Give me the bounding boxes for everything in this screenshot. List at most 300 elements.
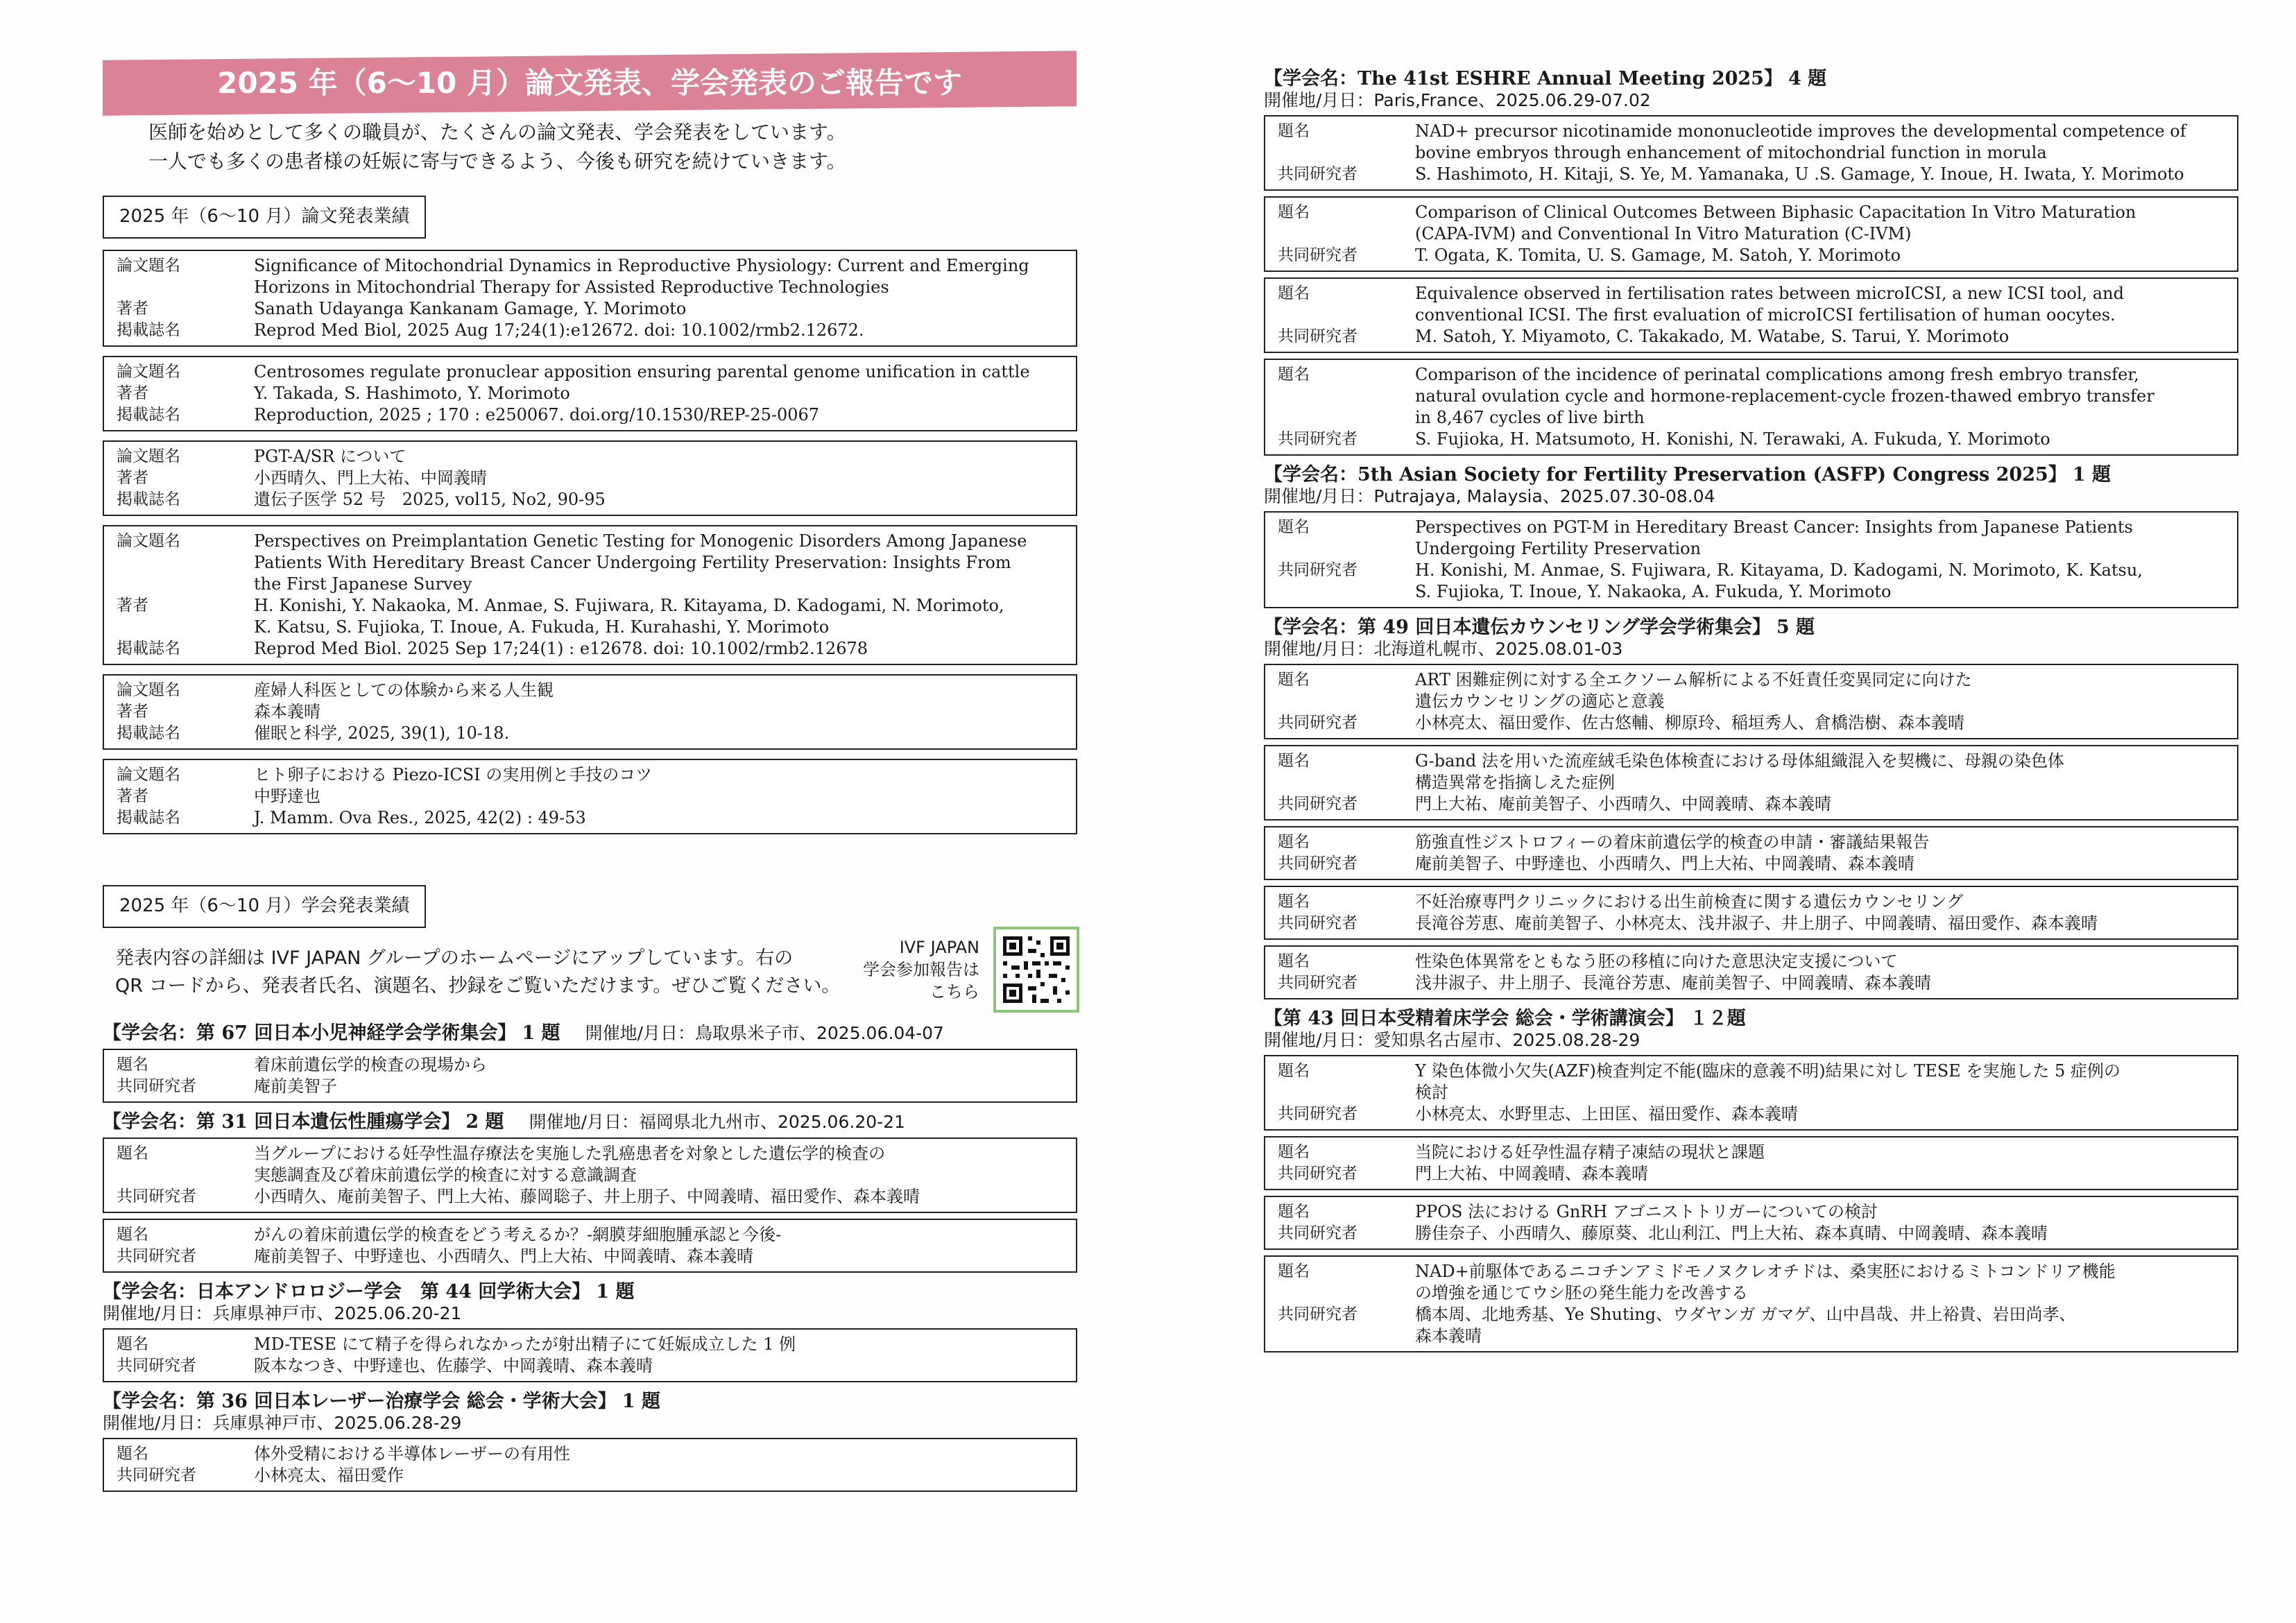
entry-row bbox=[1278, 1325, 2229, 1347]
field-label: 題名 bbox=[1278, 518, 1310, 536]
entry-row bbox=[117, 1465, 1068, 1486]
field-value: 着床前遺伝学的検査の現場から bbox=[254, 1055, 487, 1074]
presentation-entry bbox=[103, 1438, 1077, 1492]
field-label: 共同研究者 bbox=[1278, 1305, 1357, 1323]
entry-row bbox=[117, 764, 1068, 786]
entry-row bbox=[1278, 560, 2229, 581]
entry-row bbox=[117, 383, 1068, 404]
field-label: 掲載誌名 bbox=[117, 639, 180, 658]
entry-row bbox=[1278, 223, 2229, 245]
conference-title bbox=[1264, 617, 2238, 639]
conference-name: 【学会名：5th Asian Society for Fertility Preservation (ASFP) Congress 2025】 bbox=[1264, 464, 2067, 486]
page-title: 2025 年（6～10 月）論文発表、学会発表のご報告です bbox=[217, 66, 962, 100]
entry-row bbox=[117, 680, 1068, 701]
field-label: 共同研究者 bbox=[1278, 914, 1357, 932]
conference-block bbox=[103, 1391, 1077, 1492]
field-value: K. Katsu, S. Fujioka, T. Inoue, A. Fukuda, H. Kurahashi, Y. Morimoto bbox=[254, 617, 830, 637]
field-label: 論文題名 bbox=[117, 532, 180, 550]
field-label: 共同研究者 bbox=[117, 1247, 196, 1265]
field-value: 小林亮太、福田愛作 bbox=[254, 1466, 404, 1485]
conference-count: 1 題 bbox=[596, 1281, 635, 1303]
entry-row bbox=[117, 807, 1068, 829]
entry-row bbox=[117, 552, 1068, 574]
field-value: 小西晴久、門上大祐、中岡義晴 bbox=[254, 468, 487, 488]
field-label: 共同研究者 bbox=[1278, 974, 1357, 992]
entry-row bbox=[117, 1186, 1068, 1208]
field-value: PGT-A/SR について bbox=[254, 447, 406, 466]
field-label: 共同研究者 bbox=[1278, 714, 1357, 732]
presentation-entry bbox=[103, 1328, 1077, 1382]
qr-label-line-2: 学会参加報告は bbox=[863, 960, 979, 979]
field-value: ヒト卵子における Piezo-ICSI の実用例と手技のコツ bbox=[254, 765, 653, 784]
field-label: 共同研究者 bbox=[117, 1466, 196, 1484]
field-value: 性染色体異常をともなう胚の移植に向けた意思決定支援について bbox=[1415, 952, 1898, 971]
field-label bbox=[1278, 538, 1415, 560]
presentation-entry bbox=[1264, 511, 2238, 608]
field-label bbox=[1278, 772, 1415, 793]
entry-row bbox=[1278, 1282, 2229, 1304]
field-value: S. Fujioka, H. Matsumoto, H. Konishi, N. Terawaki, A. Fukuda, Y. Morimoto bbox=[1415, 429, 2050, 449]
presentation-entry bbox=[103, 1219, 1077, 1273]
field-label: 掲載誌名 bbox=[117, 406, 180, 424]
field-value: Undergoing Fertility Preservation bbox=[1415, 539, 1702, 558]
entry-row bbox=[1278, 407, 2229, 429]
entry-row bbox=[1278, 121, 2229, 142]
field-value: 産婦人科医としての体験から来る人生観 bbox=[254, 680, 554, 700]
field-value: Y 染色体微小欠失(AZF)検査判定不能(臨床的意義不明)結果に対し TESE を実施した 5 症例の bbox=[1415, 1061, 2121, 1081]
field-label bbox=[1278, 1082, 1415, 1104]
field-label: 共同研究者 bbox=[1278, 165, 1357, 183]
presentation-entry bbox=[1264, 664, 2238, 739]
field-value: 橋本周、北地秀基、Ye Shuting、ウダヤンガ ガマゲ、山中昌哉、井上裕貴、岩田尚孝、 bbox=[1415, 1305, 2076, 1324]
field-label: 掲載誌名 bbox=[117, 321, 180, 339]
qr-label-line-3: こちら bbox=[929, 982, 979, 1002]
conference-venue: 開催地/月日：愛知県名古屋市、2025.08.28-29 bbox=[1264, 1030, 1640, 1050]
field-label: 著者 bbox=[117, 703, 148, 721]
entry-row bbox=[117, 638, 1068, 660]
presentation-entry bbox=[1264, 886, 2238, 940]
entry-row bbox=[1278, 429, 2229, 450]
field-value: Sanath Udayanga Kankanam Gamage, Y. Morimoto bbox=[254, 299, 687, 318]
field-value: the First Japanese Survey bbox=[254, 574, 472, 594]
field-label bbox=[1278, 142, 1415, 164]
field-value: H. Konishi, M. Anmae, S. Fujiwara, R. Kitayama, D. Kadogami, N. Morimoto, K. Katsu, bbox=[1415, 560, 2143, 580]
field-value: 実態調査及び着床前遺伝学的検査に対する意識調査 bbox=[254, 1165, 637, 1185]
entry-row bbox=[1278, 972, 2229, 994]
field-value: NAD+ precursor nicotinamide mononucleotide improves the developmental competence of bbox=[1415, 121, 2186, 141]
entry-row bbox=[117, 1224, 1068, 1246]
field-label: 共同研究者 bbox=[1278, 430, 1357, 448]
field-value: Perspectives on Preimplantation Genetic Testing for Monogenic Disorders Among Japanese bbox=[254, 531, 1027, 551]
entry-row bbox=[1278, 1261, 2229, 1282]
field-label bbox=[1278, 1325, 1415, 1347]
field-label: 共同研究者 bbox=[1278, 855, 1357, 873]
intro-line-2: 一人でも多くの患者様の妊娠に寄与できるよう、今後も研究を続けていきます。 bbox=[148, 150, 846, 173]
presentation-entry bbox=[1264, 1196, 2238, 1250]
entry-row bbox=[1278, 951, 2229, 972]
field-value: 不妊治療専門クリニックにおける出生前検査に関する遺伝カウンセリング bbox=[1415, 892, 1964, 911]
entry-row bbox=[117, 531, 1068, 552]
field-value: Reprod Med Biol. 2025 Sep 17;24(1) : e12678. doi: 10.1002/rmb2.12678 bbox=[254, 639, 868, 658]
entry-row bbox=[117, 361, 1068, 383]
entry-row bbox=[1278, 202, 2229, 223]
field-label: 題名 bbox=[1278, 366, 1310, 384]
field-value: Significance of Mitochondrial Dynamics in Reproductive Physiology: Current and Emerging bbox=[254, 256, 1029, 275]
conference-count: 1 題 bbox=[522, 1022, 560, 1044]
paper-entry bbox=[103, 440, 1077, 516]
qr-label bbox=[821, 936, 979, 1003]
field-value: G-band 法を用いた流産絨毛染色体検査における母体組織混入を契機に、母親の染色体 bbox=[1415, 751, 2064, 771]
field-label: 題名 bbox=[1278, 752, 1310, 770]
field-label bbox=[117, 552, 254, 574]
field-label bbox=[1278, 407, 1415, 429]
field-value: 門上大祐、中岡義晴、森本義晴 bbox=[1415, 1164, 1648, 1183]
field-value: MD-TESE にて精子を得られなかったが射出精子にて妊娠成立した 1 例 bbox=[254, 1334, 796, 1354]
entry-row bbox=[117, 1355, 1068, 1377]
presentation-entry bbox=[1264, 277, 2238, 353]
field-value: ART 困難症例に対する全エクソーム解析による不妊責任変異同定に向けた bbox=[1415, 670, 1972, 689]
entry-row bbox=[117, 1054, 1068, 1076]
entry-row bbox=[1278, 1142, 2229, 1163]
field-value: 森本義晴 bbox=[1415, 1326, 1482, 1346]
field-value: J. Mamm. Ova Res., 2025, 42(2) : 49-53 bbox=[254, 808, 586, 827]
field-label: 題名 bbox=[117, 1056, 148, 1074]
conference-title bbox=[1264, 464, 2238, 486]
conference-block bbox=[103, 1281, 1077, 1382]
field-label: 題名 bbox=[1278, 1203, 1310, 1221]
conference-block bbox=[1264, 617, 2238, 999]
entry-row bbox=[1278, 1201, 2229, 1223]
entry-row bbox=[117, 277, 1068, 298]
presentation-entry bbox=[1264, 115, 2238, 191]
entry-row bbox=[1278, 1104, 2229, 1125]
conference-count: 1 題 bbox=[2072, 464, 2111, 486]
field-value: 遺伝カウンセリングの適応と意義 bbox=[1415, 692, 1665, 711]
field-value: bovine embryos through enhancement of mitochondrial function in morula bbox=[1415, 143, 2047, 162]
field-label: 著者 bbox=[117, 596, 148, 615]
field-label: 共同研究者 bbox=[1278, 561, 1357, 579]
field-value: 長滝谷芳恵、庵前美智子、小林亮太、浅井淑子、井上朋子、中岡義晴、福田愛作、森本義晴 bbox=[1415, 913, 2098, 933]
entry-row bbox=[1278, 364, 2229, 386]
conference-title bbox=[103, 1391, 1077, 1413]
paper-entry bbox=[103, 356, 1077, 431]
field-label: 共同研究者 bbox=[1278, 1105, 1357, 1123]
field-value: 小林亮太、福田愛作、佐古悠輔、柳原玲、稲垣秀人、倉橋浩樹、森本義晴 bbox=[1415, 713, 1964, 732]
entry-row bbox=[117, 298, 1068, 320]
entry-row bbox=[117, 1443, 1068, 1465]
field-label: 題名 bbox=[117, 1335, 148, 1353]
field-value: の増強を通じてウシ胚の発生能力を改善する bbox=[1415, 1283, 1748, 1303]
entry-row bbox=[1278, 691, 2229, 712]
entry-row bbox=[117, 467, 1068, 489]
conference-title bbox=[1264, 68, 2238, 90]
field-label: 著者 bbox=[117, 469, 148, 487]
field-label: 共同研究者 bbox=[1278, 327, 1357, 345]
field-label: 共同研究者 bbox=[117, 1077, 196, 1095]
field-value: PPOS 法における GnRH アゴニストトリガーについての検討 bbox=[1415, 1202, 1878, 1221]
field-label: 題名 bbox=[117, 1445, 148, 1463]
entry-row bbox=[1278, 1223, 2229, 1244]
field-label: 論文題名 bbox=[117, 363, 180, 381]
entry-row bbox=[1278, 283, 2229, 304]
intro-text bbox=[148, 118, 1079, 176]
field-label bbox=[117, 617, 254, 638]
conference-venue: 開催地/月日：鳥取県米子市、2025.06.04-07 bbox=[585, 1023, 944, 1043]
conference-title bbox=[1264, 1008, 2238, 1030]
entry-row bbox=[1278, 750, 2229, 772]
conference-count: １２題 bbox=[1689, 1008, 1746, 1029]
field-value: Perspectives on PGT-M in Hereditary Breast Cancer: Insights from Japanese Patients bbox=[1415, 517, 2133, 537]
field-value: Horizons in Mitochondrial Therapy for Assisted Reproductive Technologies bbox=[254, 277, 889, 297]
entry-row bbox=[117, 446, 1068, 467]
entry-row bbox=[1278, 538, 2229, 560]
entry-row bbox=[1278, 326, 2229, 347]
field-value: Comparison of the incidence of perinatal complications among fresh embryo transfer, bbox=[1415, 365, 2139, 384]
entry-row bbox=[1278, 772, 2229, 793]
field-value: 体外受精における半導体レーザーの有用性 bbox=[254, 1444, 570, 1463]
conference-name: 【学会名：第 36 回日本レーザー治療学会 総会・学術大会】 bbox=[103, 1391, 617, 1412]
field-value: がんの着床前遺伝学的検査をどう考えるか？-網膜芽細胞腫承認と今後- bbox=[254, 1225, 782, 1244]
field-label: 共同研究者 bbox=[117, 1187, 196, 1205]
entry-row bbox=[117, 595, 1068, 617]
presentation-entry bbox=[1264, 196, 2238, 272]
field-label bbox=[117, 1165, 254, 1186]
conference-block bbox=[1264, 464, 2238, 608]
intro-line-1: 医師を始めとして多くの職員が、たくさんの論文発表、学会発表をしています。 bbox=[148, 121, 846, 144]
entry-row bbox=[1278, 832, 2229, 853]
entry-row bbox=[1278, 164, 2229, 185]
entry-row bbox=[117, 255, 1068, 277]
field-label: 題名 bbox=[117, 1144, 148, 1162]
field-value: NAD+前駆体であるニコチンアミドモノヌクレオチドは、桑実胚におけるミトコンドリア機能 bbox=[1415, 1262, 2116, 1281]
entry-row bbox=[117, 1334, 1068, 1355]
field-label: 題名 bbox=[1278, 122, 1310, 140]
entry-row bbox=[1278, 913, 2229, 934]
field-label: 掲載誌名 bbox=[117, 809, 180, 827]
field-label bbox=[1278, 1282, 1415, 1304]
field-label: 題名 bbox=[1278, 1262, 1310, 1280]
field-value: 中野達也 bbox=[254, 787, 320, 806]
entry-row bbox=[1278, 581, 2229, 603]
field-label: 題名 bbox=[1278, 671, 1310, 689]
field-value: M. Satoh, Y. Miyamoto, C. Takakado, M. Watabe, S. Tarui, Y. Morimoto bbox=[1415, 327, 2010, 346]
entry-row bbox=[117, 574, 1068, 595]
conference-title bbox=[103, 1022, 1077, 1045]
field-value: 庵前美智子 bbox=[254, 1076, 337, 1096]
paper-entry bbox=[103, 250, 1077, 347]
paper-entry bbox=[103, 525, 1077, 665]
field-value: 筋強直性ジストロフィーの着床前遺伝学的検査の申請・審議結果報告 bbox=[1415, 832, 1930, 852]
field-value: 小林亮太、水野里志、上田匡、福田愛作、森本義晴 bbox=[1415, 1104, 1798, 1124]
field-label bbox=[1278, 691, 1415, 712]
field-value: 森本義晴 bbox=[254, 702, 320, 721]
field-value: conventional ICSI. The first evaluation of microICSI fertilisation of human oocytes. bbox=[1415, 305, 2116, 325]
entry-row bbox=[1278, 304, 2229, 326]
field-value: 検討 bbox=[1415, 1083, 1448, 1102]
conference-venue: 開催地/月日：Paris,France、2025.06.29-07.02 bbox=[1264, 90, 1651, 110]
field-label: 掲載誌名 bbox=[117, 490, 180, 508]
field-value: Centrosomes regulate pronuclear apposition ensuring parental genome unification in cattle bbox=[254, 362, 1030, 381]
entry-row bbox=[117, 1165, 1068, 1186]
field-value: S. Fujioka, T. Inoue, Y. Nakaoka, A. Fukuda, Y. Morimoto bbox=[1415, 582, 1892, 601]
entry-row bbox=[1278, 1060, 2229, 1082]
field-label: 題名 bbox=[117, 1226, 148, 1244]
entry-row bbox=[1278, 853, 2229, 875]
field-label: 論文題名 bbox=[117, 257, 180, 275]
paper-entry bbox=[103, 674, 1077, 750]
conference-name: 【学会名：日本アンドロロジー学会 第 44 回学術大会】 bbox=[103, 1281, 591, 1303]
field-value: 当グループにおける妊孕性温存療法を実施した乳癌患者を対象とした遺伝学的検査の bbox=[254, 1144, 886, 1163]
field-label: 共同研究者 bbox=[1278, 246, 1357, 264]
field-label: 論文題名 bbox=[117, 447, 180, 465]
field-value: 催眠と科学, 2025, 39(1), 10-18. bbox=[254, 723, 510, 743]
field-value: Y. Takada, S. Hashimoto, Y. Morimoto bbox=[254, 384, 570, 403]
papers-list bbox=[103, 250, 1077, 843]
entry-row bbox=[1278, 1304, 2229, 1325]
qr-label-line-1: IVF JAPAN bbox=[899, 938, 979, 957]
qr-code-icon[interactable] bbox=[993, 927, 1079, 1013]
entry-row bbox=[117, 320, 1068, 341]
entry-row bbox=[117, 1076, 1068, 1097]
field-label: 題名 bbox=[1278, 952, 1310, 970]
field-label bbox=[1278, 223, 1415, 245]
field-value: 庵前美智子、中野達也、小西晴久、門上大祐、中岡義晴、森本義晴 bbox=[254, 1246, 753, 1266]
field-label: 題名 bbox=[1278, 893, 1310, 911]
conference-venue: 開催地/月日：Putrajaya, Malaysia、2025.07.30-08.04 bbox=[1264, 486, 1715, 506]
field-label: 論文題名 bbox=[117, 681, 180, 699]
field-value: 遺伝子医学 52 号 2025, vol15, No2, 90-95 bbox=[254, 490, 606, 509]
conference-venue: 開催地/月日：福岡県北九州市、2025.06.20-21 bbox=[529, 1112, 905, 1132]
presentation-entry bbox=[1264, 1136, 2238, 1190]
field-label: 著者 bbox=[117, 300, 148, 318]
field-value: Comparison of Clinical Outcomes Between Biphasic Capacitation In Vitro Maturation bbox=[1415, 203, 2136, 222]
conference-block bbox=[103, 1022, 1077, 1103]
conference-title bbox=[103, 1111, 1077, 1133]
field-value: (CAPA-IVM) and Conventional In Vitro Maturation (C-IVM) bbox=[1415, 224, 1912, 243]
entry-row bbox=[1278, 669, 2229, 691]
entry-row bbox=[1278, 1163, 2229, 1185]
conference-title bbox=[103, 1281, 1077, 1303]
notice-line-2: QR コードから、発表者氏名、演題名、抄録をご覧いただけます。ぜひご覧ください。 bbox=[115, 975, 841, 997]
entry-row bbox=[1278, 793, 2229, 815]
field-value: 当院における妊孕性温存精子凍結の現状と課題 bbox=[1415, 1142, 1765, 1162]
conference-count: 4 題 bbox=[1788, 68, 1827, 89]
presentations-heading: 2025 年（6～10 月）学会発表業績 bbox=[103, 885, 426, 928]
field-value: in 8,467 cycles of live birth bbox=[1415, 408, 1645, 427]
field-value: S. Hashimoto, H. Kitaji, S. Ye, M. Yamanaka, U .S. Gamage, Y. Inoue, H. Iwata, Y. Morimoto bbox=[1415, 164, 2184, 184]
field-label: 共同研究者 bbox=[1278, 1224, 1357, 1242]
field-label: 著者 bbox=[117, 384, 148, 402]
conference-count: 1 題 bbox=[622, 1391, 660, 1412]
entry-row bbox=[117, 723, 1068, 744]
conference-name: 【学会名：第 67 回日本小児神経学会学術集会】 bbox=[103, 1022, 517, 1044]
entry-row bbox=[117, 617, 1068, 638]
papers-heading: 2025 年（6～10 月）論文発表業績 bbox=[103, 196, 426, 239]
left-conferences bbox=[103, 1022, 1077, 1500]
field-value: 小西晴久、庵前美智子、門上大祐、藤岡聡子、井上朋子、中岡義晴、福田愛作、森本義晴 bbox=[254, 1187, 920, 1206]
conference-name: 【学会名：第 31 回日本遺伝性腫瘍学会】 bbox=[103, 1111, 461, 1133]
entry-row bbox=[1278, 1082, 2229, 1104]
field-value: 勝佳奈子、小西晴久、藤原葵、北山利江、門上大祐、森本真晴、中岡義晴、森本義晴 bbox=[1415, 1223, 2048, 1243]
field-label: 掲載誌名 bbox=[117, 724, 180, 742]
field-value: 阪本なつき、中野達也、佐藤学、中岡義晴、森本義晴 bbox=[254, 1356, 653, 1375]
entry-row bbox=[1278, 142, 2229, 164]
field-value: Reprod Med Biol, 2025 Aug 17;24(1):e12672. doi: 10.1002/rmb2.12672. bbox=[254, 320, 864, 340]
field-label bbox=[117, 277, 254, 298]
field-label: 共同研究者 bbox=[1278, 1165, 1357, 1183]
conference-name: 【学会名：第 49 回日本遺伝カウンセリング学会学術集会】 bbox=[1264, 617, 1771, 638]
entry-row bbox=[117, 1143, 1068, 1165]
entry-row bbox=[1278, 245, 2229, 266]
field-label bbox=[117, 574, 254, 595]
field-label bbox=[1278, 386, 1415, 407]
field-value: Reproduction, 2025 ; 170 : e250067. doi.org/10.1530/REP-25-0067 bbox=[254, 405, 820, 424]
entry-row bbox=[1278, 386, 2229, 407]
paper-entry bbox=[103, 759, 1077, 834]
field-label bbox=[1278, 304, 1415, 326]
entry-row bbox=[117, 1246, 1068, 1267]
field-value: 庵前美智子、中野達也、小西晴久、門上大祐、中岡義晴、森本義晴 bbox=[1415, 854, 1914, 873]
entry-row bbox=[117, 786, 1068, 807]
notice-line-1: 発表内容の詳細は IVF JAPAN グループのホームページにアップしています。右の bbox=[115, 947, 794, 969]
field-label: 共同研究者 bbox=[1278, 795, 1357, 813]
entry-row bbox=[1278, 891, 2229, 913]
field-value: 門上大祐、庵前美智子、小西晴久、中岡義晴、森本義晴 bbox=[1415, 794, 1831, 814]
field-value: Equivalence observed in fertilisation rates between microICSI, a new ICSI tool, and bbox=[1415, 284, 2124, 303]
conference-name: 【第 43 回日本受精着床学会 総会・学術講演会】 bbox=[1264, 1008, 1684, 1029]
conference-block bbox=[1264, 1008, 2238, 1352]
field-label: 著者 bbox=[117, 787, 148, 805]
conference-block bbox=[1264, 68, 2238, 456]
field-label: 題名 bbox=[1278, 284, 1310, 302]
field-label: 題名 bbox=[1278, 833, 1310, 851]
entry-row bbox=[117, 701, 1068, 723]
field-label: 題名 bbox=[1278, 1143, 1310, 1161]
conference-name: 【学会名：The 41st ESHRE Annual Meeting 2025】 bbox=[1264, 68, 1783, 89]
field-label: 論文題名 bbox=[117, 766, 180, 784]
conference-venue: 開催地/月日：兵庫県神戸市、2025.06.20-21 bbox=[103, 1303, 462, 1323]
presentation-entry bbox=[1264, 1255, 2238, 1352]
conference-venue: 開催地/月日：北海道札幌市、2025.08.01-03 bbox=[1264, 639, 1623, 659]
entry-row bbox=[117, 489, 1068, 510]
field-value: 構造異常を指摘しえた症例 bbox=[1415, 773, 1615, 792]
presentation-entry bbox=[1264, 359, 2238, 456]
conference-venue: 開催地/月日：兵庫県神戸市、2025.06.28-29 bbox=[103, 1413, 462, 1433]
presentations-notice bbox=[115, 945, 878, 1000]
field-value: T. Ogata, K. Tomita, U. S. Gamage, M. Satoh, Y. Morimoto bbox=[1415, 246, 1901, 265]
conference-count: 5 題 bbox=[1776, 617, 1815, 638]
right-conferences bbox=[1264, 68, 2238, 1361]
entry-row bbox=[117, 404, 1068, 426]
presentation-entry bbox=[1264, 1055, 2238, 1131]
entry-row bbox=[1278, 712, 2229, 734]
field-label: 題名 bbox=[1278, 1062, 1310, 1080]
entry-row bbox=[1278, 517, 2229, 538]
field-value: natural ovulation cycle and hormone-replacement-cycle frozen-thawed embryo transfer bbox=[1415, 386, 2154, 406]
presentation-entry bbox=[1264, 826, 2238, 880]
field-value: Patients With Hereditary Breast Cancer Undergoing Fertility Preservation: Insights From bbox=[254, 553, 1011, 572]
presentation-entry bbox=[1264, 745, 2238, 821]
field-label: 題名 bbox=[1278, 203, 1310, 221]
conference-block bbox=[103, 1111, 1077, 1273]
field-value: H. Konishi, Y. Nakaoka, M. Anmae, S. Fujiwara, R. Kitayama, D. Kadogami, N. Morimoto, bbox=[254, 596, 1004, 615]
field-value: 浅井淑子、井上朋子、長滝谷芳恵、庵前美智子、中岡義晴、森本義晴 bbox=[1415, 973, 1931, 993]
field-label bbox=[1278, 581, 1415, 603]
presentation-entry bbox=[103, 1049, 1077, 1103]
presentation-entry bbox=[103, 1137, 1077, 1213]
presentation-entry bbox=[1264, 945, 2238, 999]
field-label: 共同研究者 bbox=[117, 1357, 196, 1375]
